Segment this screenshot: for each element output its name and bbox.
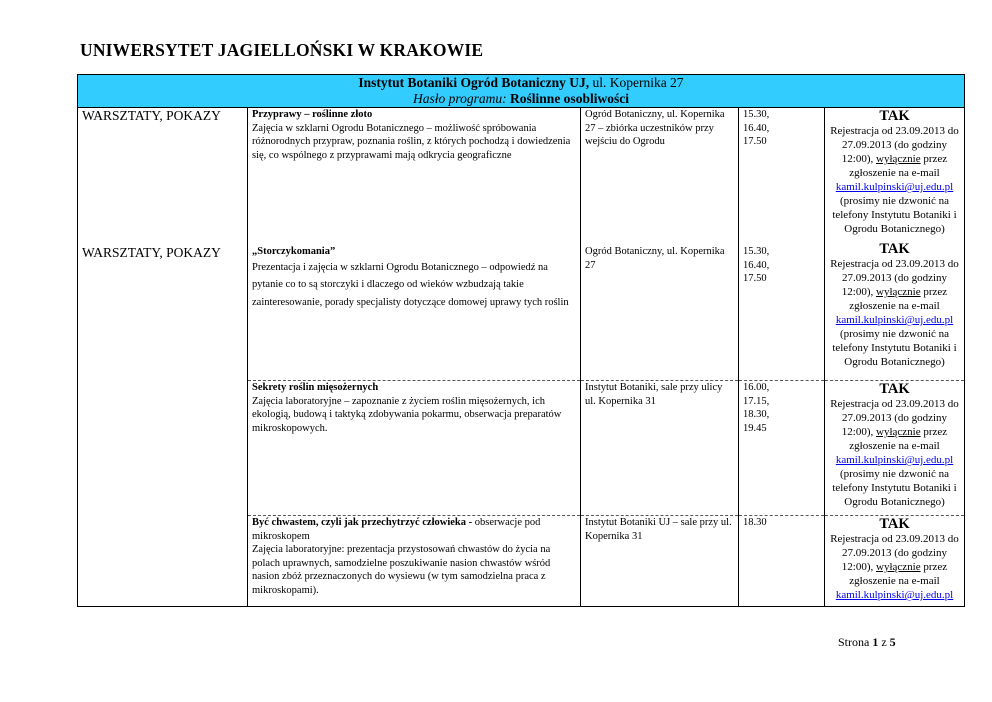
header-row xyxy=(78,75,965,108)
time-cell xyxy=(739,241,825,381)
time-value: 17.15, xyxy=(743,395,770,407)
registration-method: przez zgłoszenie na e-mail xyxy=(849,561,948,587)
registration-cell xyxy=(825,516,965,607)
registration-method: przez zgłoszenie na e-mail xyxy=(849,426,948,452)
place-cell: Ogród Botaniczny, ul. Kopernika 27 – zbiórka uczestników przy wejściu do Ogrodu xyxy=(581,108,739,242)
page-number xyxy=(838,635,896,650)
institute-header xyxy=(78,75,965,108)
description-cell xyxy=(248,241,581,381)
place-cell: Ogród Botaniczny, ul. Kopernika 27 xyxy=(581,241,739,381)
description-cell xyxy=(248,108,581,242)
registration-only: wyłącznie xyxy=(876,153,921,165)
event-description: Zajęcia laboratoryjne – zapoznanie z życiem roślin mięsożernych, ich ekologią, budową i taktyką zdobywania pokarmu, obserwacja preparatów mikroskopowych. xyxy=(252,395,562,434)
table-row xyxy=(78,241,965,381)
registration-email-link[interactable]: kamil.kulpinski@uj.edu.pl xyxy=(835,314,954,326)
registration-required: TAK xyxy=(879,108,910,124)
event-description: Zajęcia laboratoryjne: prezentacja przystosowań chwastów do życia na polach uprawnych, samodzielne poszukiwanie nasion chwastów wśród nasion zbóż przeznaczonych do wysiewu (w tym samodzielna praca z mikroskopami). xyxy=(252,544,551,596)
registration-email-link[interactable]: kamil.kulpinski@uj.edu.pl xyxy=(835,589,954,601)
event-title-suffix: obserwacje pod mikroskopem xyxy=(252,517,541,542)
event-title: Sekrety roślin mięsożernych xyxy=(252,382,379,393)
time-value: 16.00, xyxy=(743,382,770,393)
registration-method: przez zgłoszenie na e-mail xyxy=(849,153,948,179)
time-cell xyxy=(739,108,825,242)
time-value: 16.40, xyxy=(743,259,770,271)
registration-method: przez zgłoszenie na e-mail xyxy=(849,286,948,312)
page-current: 1 xyxy=(872,635,879,649)
registration-dates: Rejestracja od 23.09.2013 do 27.09.2013 (do godziny 12:00), xyxy=(830,533,959,573)
registration-cell xyxy=(825,381,965,516)
category-cell xyxy=(78,381,248,516)
event-description: Zajęcia w szklarni Ogrodu Botanicznego – możliwość spróbowania różnorodnych przypraw, poznania roślin, z których pochodzą i dowiedzenia się, co wspólnego z przyprawami mają odkrycia geograficzne xyxy=(252,122,571,161)
time-value: 15.30, xyxy=(743,246,770,257)
table-row xyxy=(78,516,965,607)
table-row xyxy=(78,381,965,516)
time-value: 16.40, xyxy=(743,122,770,134)
registration-only: wyłącznie xyxy=(876,561,921,573)
registration-note: (prosimy nie dzwonić na telefony Instytutu Botaniki i Ogrodu Botanicznego) xyxy=(832,195,957,235)
time-cell xyxy=(739,381,825,516)
institute-address: ul. Kopernika 27 xyxy=(589,75,684,90)
registration-cell xyxy=(825,241,965,381)
registration-cell xyxy=(825,108,965,242)
time-value: 19.45 xyxy=(743,422,767,434)
place-cell: Instytut Botaniki UJ – sale przy ul. Kopernika 31 xyxy=(581,516,739,607)
registration-email-link[interactable]: kamil.kulpinski@uj.edu.pl xyxy=(835,454,954,466)
description-cell xyxy=(248,516,581,607)
time-value: 18.30, xyxy=(743,409,770,421)
event-description: Prezentacja i zajęcia w szklarni Ogrodu Botanicznego – odpowiedź na pytanie co to są storczyki i dlaczego od wieków wzbudzają takie zainteresowanie, porady specjalisty dotyczące domowej uprawy tych roślin xyxy=(252,261,569,308)
place-cell: Instytut Botaniki, sale przy ulicy ul. Kopernika 31 xyxy=(581,381,739,516)
registration-dates: Rejestracja od 23.09.2013 do 27.09.2013 (do godziny 12:00), xyxy=(830,125,959,165)
page-total: 5 xyxy=(889,635,896,649)
slogan-value: Roślinne osobliwości xyxy=(510,91,629,106)
registration-only: wyłącznie xyxy=(876,426,921,438)
page-of: z xyxy=(881,635,887,649)
registration-dates: Rejestracja od 23.09.2013 do 27.09.2013 (do godziny 12:00), xyxy=(830,398,959,438)
registration-only: wyłącznie xyxy=(876,286,921,298)
category-cell: WARSZTATY, POKAZY xyxy=(78,241,248,381)
event-title: „Storczykomania” xyxy=(252,246,336,257)
time-value: 17.50 xyxy=(743,136,767,148)
registration-required: TAK xyxy=(879,241,910,257)
registration-dates: Rejestracja od 23.09.2013 do 27.09.2013 (do godziny 12:00), xyxy=(830,258,959,298)
slogan-label: Hasło programu: xyxy=(413,91,507,106)
institute-name: Instytut Botaniki Ogród Botaniczny UJ, xyxy=(358,75,590,90)
registration-required: TAK xyxy=(879,516,910,532)
time-cell xyxy=(739,516,825,607)
time-value: 15.30, xyxy=(743,109,770,120)
event-title: Przyprawy – roślinne złoto xyxy=(252,109,373,120)
category-cell xyxy=(78,516,248,607)
time-value: 17.50 xyxy=(743,273,767,285)
registration-email-link[interactable]: kamil.kulpinski@uj.edu.pl xyxy=(835,181,954,193)
document-title: UNIWERSYTET JAGIELLOŃSKI W KRAKOWIE xyxy=(80,40,484,60)
event-title: Być chwastem, czyli jak przechytrzyć człowieka - xyxy=(252,517,473,528)
registration-required: TAK xyxy=(879,381,910,397)
program-table xyxy=(77,74,965,607)
registration-note: (prosimy nie dzwonić na telefony Instytutu Botaniki i Ogrodu Botanicznego) xyxy=(832,328,957,368)
category-cell: WARSZTATY, POKAZY xyxy=(78,108,248,242)
registration-note: (prosimy nie dzwonić na telefony Instytutu Botaniki i Ogrodu Botanicznego) xyxy=(832,468,957,508)
page-label: Strona xyxy=(838,635,870,649)
time-value: 18.30 xyxy=(743,517,767,528)
description-cell xyxy=(248,381,581,516)
table-row xyxy=(78,108,965,242)
